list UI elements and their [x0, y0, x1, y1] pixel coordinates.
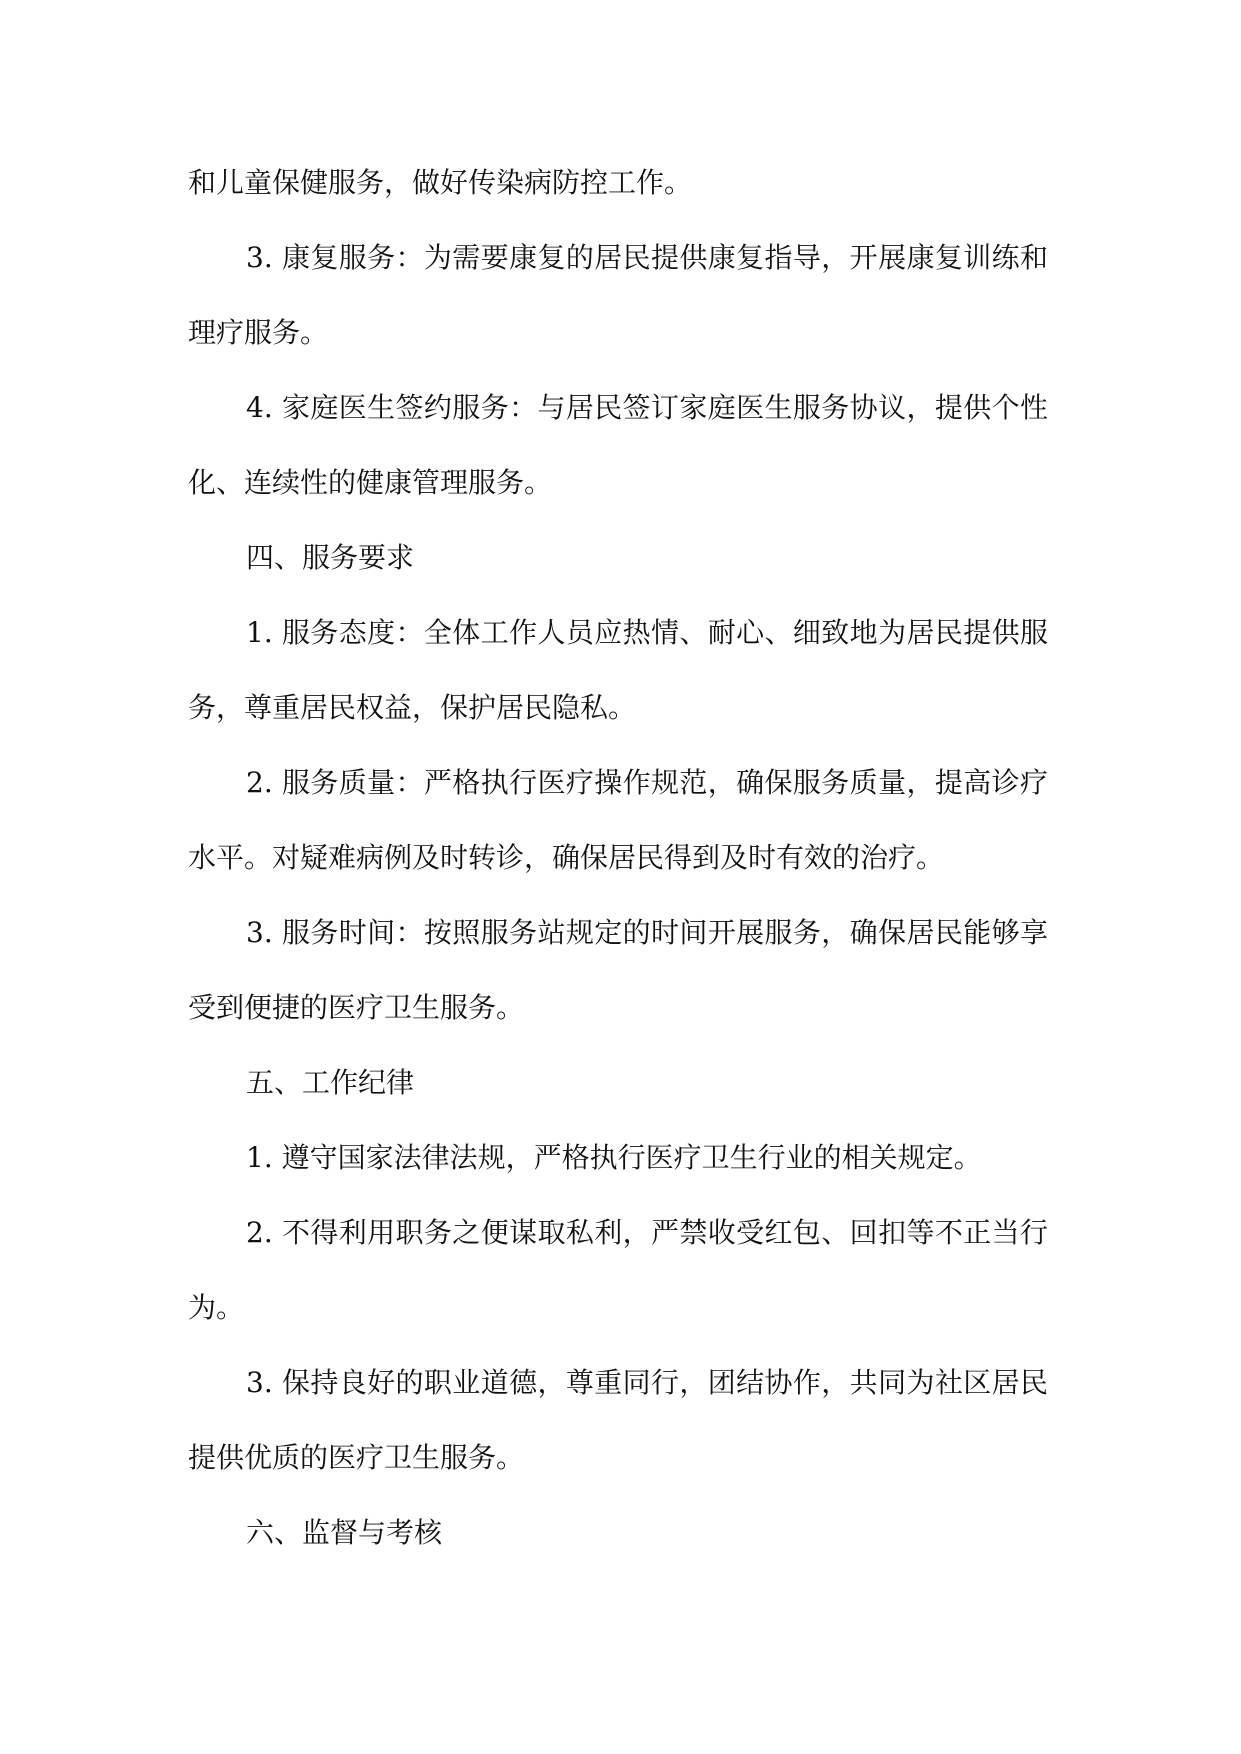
section-heading-supervision: 六、监督与考核: [246, 1516, 443, 1549]
paragraph-discipline-1: 1. 遵守国家法律法规，严格执行医疗卫生行业的相关规定。: [246, 1141, 982, 1174]
paragraph-family-doctor: 4. 家庭医生签约服务：与居民签订家庭医生服务协议，提供个性化、连续性的健康管理服务。: [188, 391, 1048, 499]
paragraph-rehab-service: 3. 康复服务：为需要康复的居民提供康复指导，开展康复训练和理疗服务。: [188, 241, 1048, 349]
paragraph-continuation: 和儿童保健服务，做好传染病防控工作。: [188, 166, 693, 199]
paragraph-discipline-3: 3. 保持良好的职业道德，尊重同行，团结协作，共同为社区居民提供优质的医疗卫生服务。: [188, 1366, 1048, 1474]
paragraph-service-attitude: 1. 服务态度：全体工作人员应热情、耐心、细致地为居民提供服务，尊重居民权益，保护居民隐私。: [188, 616, 1048, 724]
section-heading-service-requirements: 四、服务要求: [246, 541, 415, 574]
paragraph-service-time: 3. 服务时间：按照服务站规定的时间开展服务，确保居民能够享受到便捷的医疗卫生服务。: [188, 916, 1048, 1024]
document-body: [188, 145, 1048, 1570]
paragraph-service-quality: 2. 服务质量：严格执行医疗操作规范，确保服务质量，提高诊疗水平。对疑难病例及时转诊，确保居民得到及时有效的治疗。: [188, 766, 1048, 874]
paragraph-discipline-2: 2. 不得利用职务之便谋取私利，严禁收受红包、回扣等不正当行为。: [188, 1216, 1048, 1324]
section-heading-work-discipline: 五、工作纪律: [246, 1066, 415, 1099]
